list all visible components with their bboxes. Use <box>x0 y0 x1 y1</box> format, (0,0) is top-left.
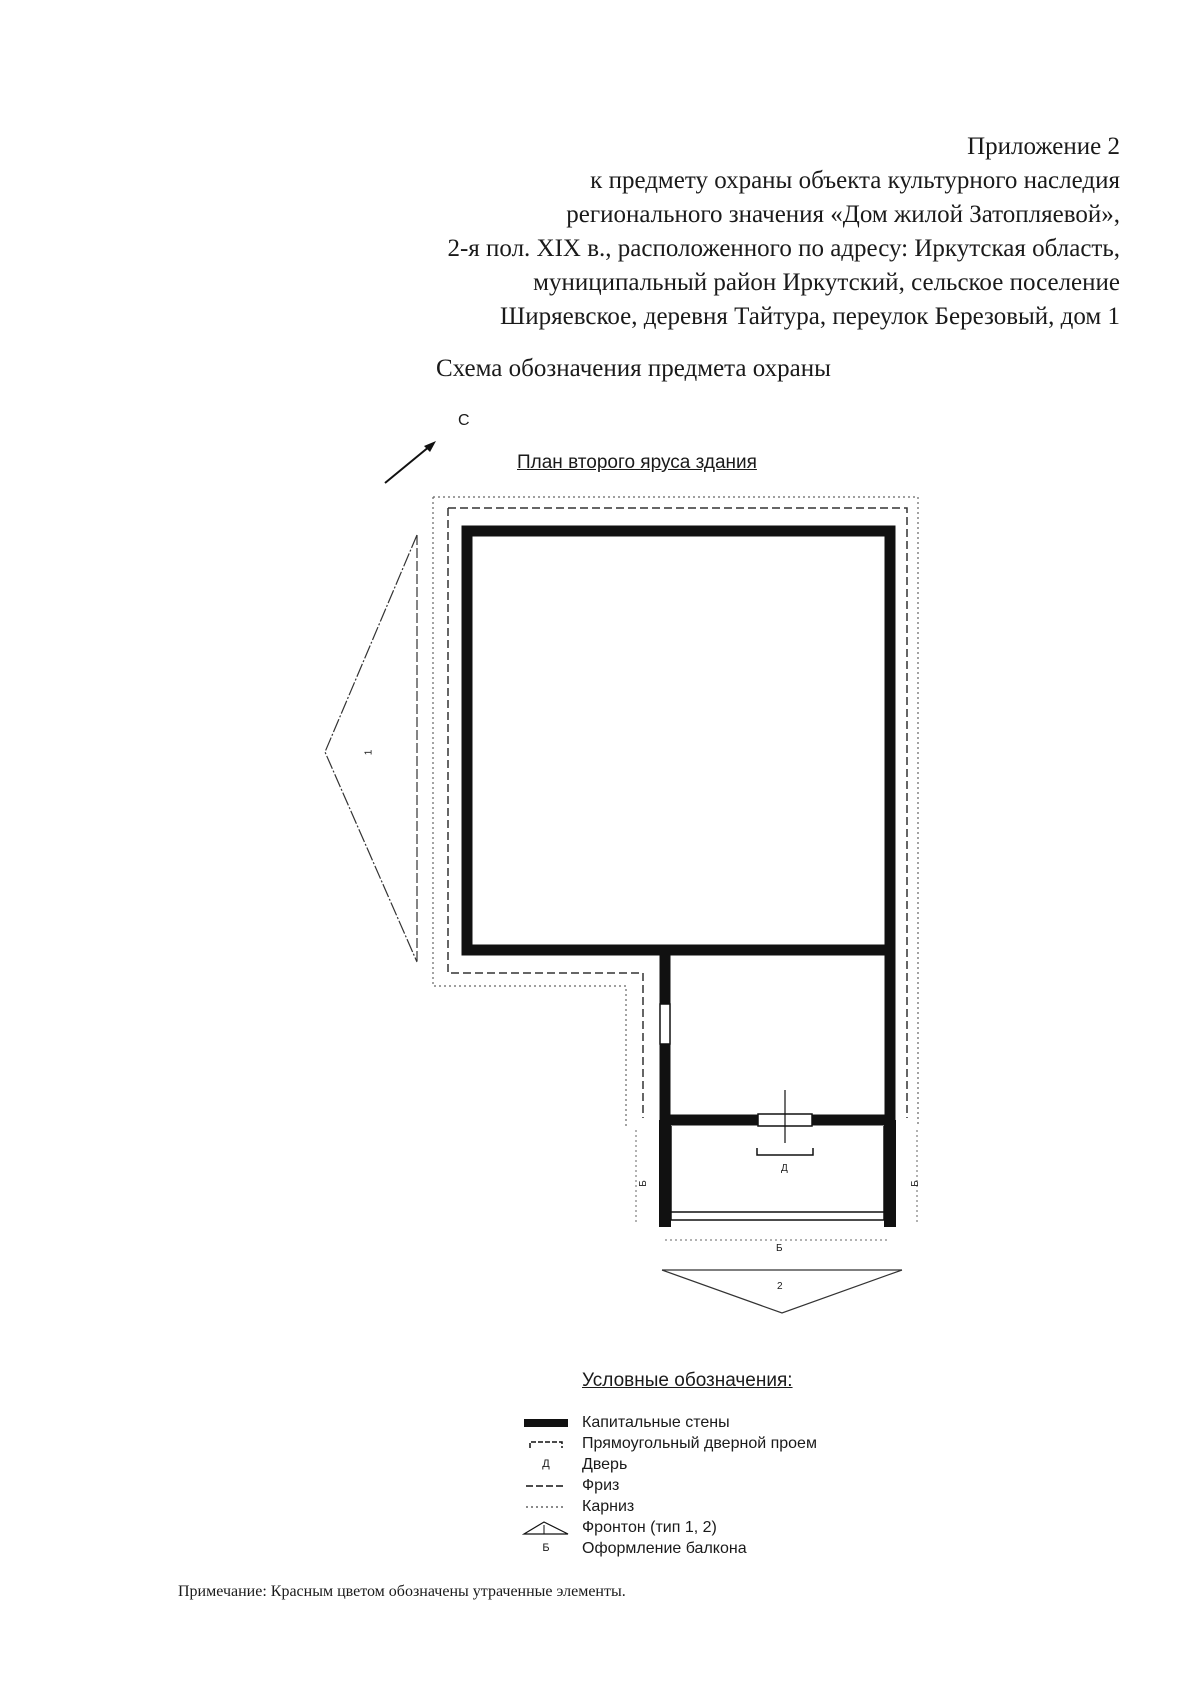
legend-item <box>522 1475 817 1496</box>
header-line: Приложение 2 <box>967 133 1120 160</box>
header-line: 2-я пол. XIX в., расположенного по адресу: Иркутская область, <box>447 235 1120 262</box>
footnote: Примечание: Красным цветом обозначены утраченные элементы. <box>178 1583 626 1600</box>
legend-label: Фронтон (тип 1, 2) <box>582 1519 717 1536</box>
legend-item <box>522 1454 817 1475</box>
legend <box>522 1412 817 1559</box>
header-line: к предмету охраны объекта культурного наследия <box>590 167 1120 194</box>
balcony-letter-symbol: Б <box>542 1542 550 1554</box>
frieze-line <box>448 508 907 1118</box>
plan-title: План второго яруса здания <box>517 452 757 473</box>
legend-label: Дверь <box>582 1456 628 1473</box>
header-line: регионального значения «Дом жилой Затопляевой», <box>566 201 1120 228</box>
compass-north-label: С <box>458 412 470 429</box>
balcony-label-right: Б <box>909 1180 921 1187</box>
cornice-line <box>433 497 918 1126</box>
door-letter-symbol: Д <box>542 1458 550 1470</box>
capital-walls <box>467 531 890 1120</box>
legend-item <box>522 1433 817 1454</box>
header-line: муниципальный район Иркутский, сельское поселение <box>533 269 1120 296</box>
header-line: Ширяевское, деревня Тайтура, переулок Березовый, дом 1 <box>500 303 1120 330</box>
legend-label: Фриз <box>582 1477 620 1494</box>
balcony <box>671 1126 884 1220</box>
pediment-west-label: 1 <box>363 749 375 756</box>
window-opening <box>660 1004 670 1044</box>
legend-label: Оформление балкона <box>582 1540 747 1557</box>
compass-arrow-icon <box>385 441 436 483</box>
legend-label: Капитальные стены <box>582 1414 730 1431</box>
legend-label: Карниз <box>582 1498 635 1515</box>
pediment-icon <box>522 1517 570 1538</box>
door-symbol <box>757 1148 813 1155</box>
scheme-title: Схема обозначения предмета охраны <box>436 355 831 382</box>
pediment-south-label: 2 <box>777 1281 783 1292</box>
cornice-dots-icon <box>522 1496 570 1517</box>
balcony-post <box>884 1120 896 1227</box>
legend-title: Условные обозначения: <box>582 1370 793 1391</box>
legend-item <box>522 1517 817 1538</box>
legend-item <box>522 1538 817 1559</box>
door-opening-icon <box>522 1433 570 1454</box>
balcony-label-bottom: Б <box>776 1243 783 1254</box>
legend-item <box>522 1496 817 1517</box>
legend-item <box>522 1412 817 1433</box>
frieze-dashes-icon <box>522 1475 570 1496</box>
legend-label: Прямоугольный дверной проем <box>582 1435 817 1452</box>
door-label: Д <box>781 1163 788 1174</box>
balcony-post <box>659 1120 671 1227</box>
wall-swatch-icon <box>522 1412 570 1433</box>
balcony-label-left: Б <box>637 1180 649 1187</box>
